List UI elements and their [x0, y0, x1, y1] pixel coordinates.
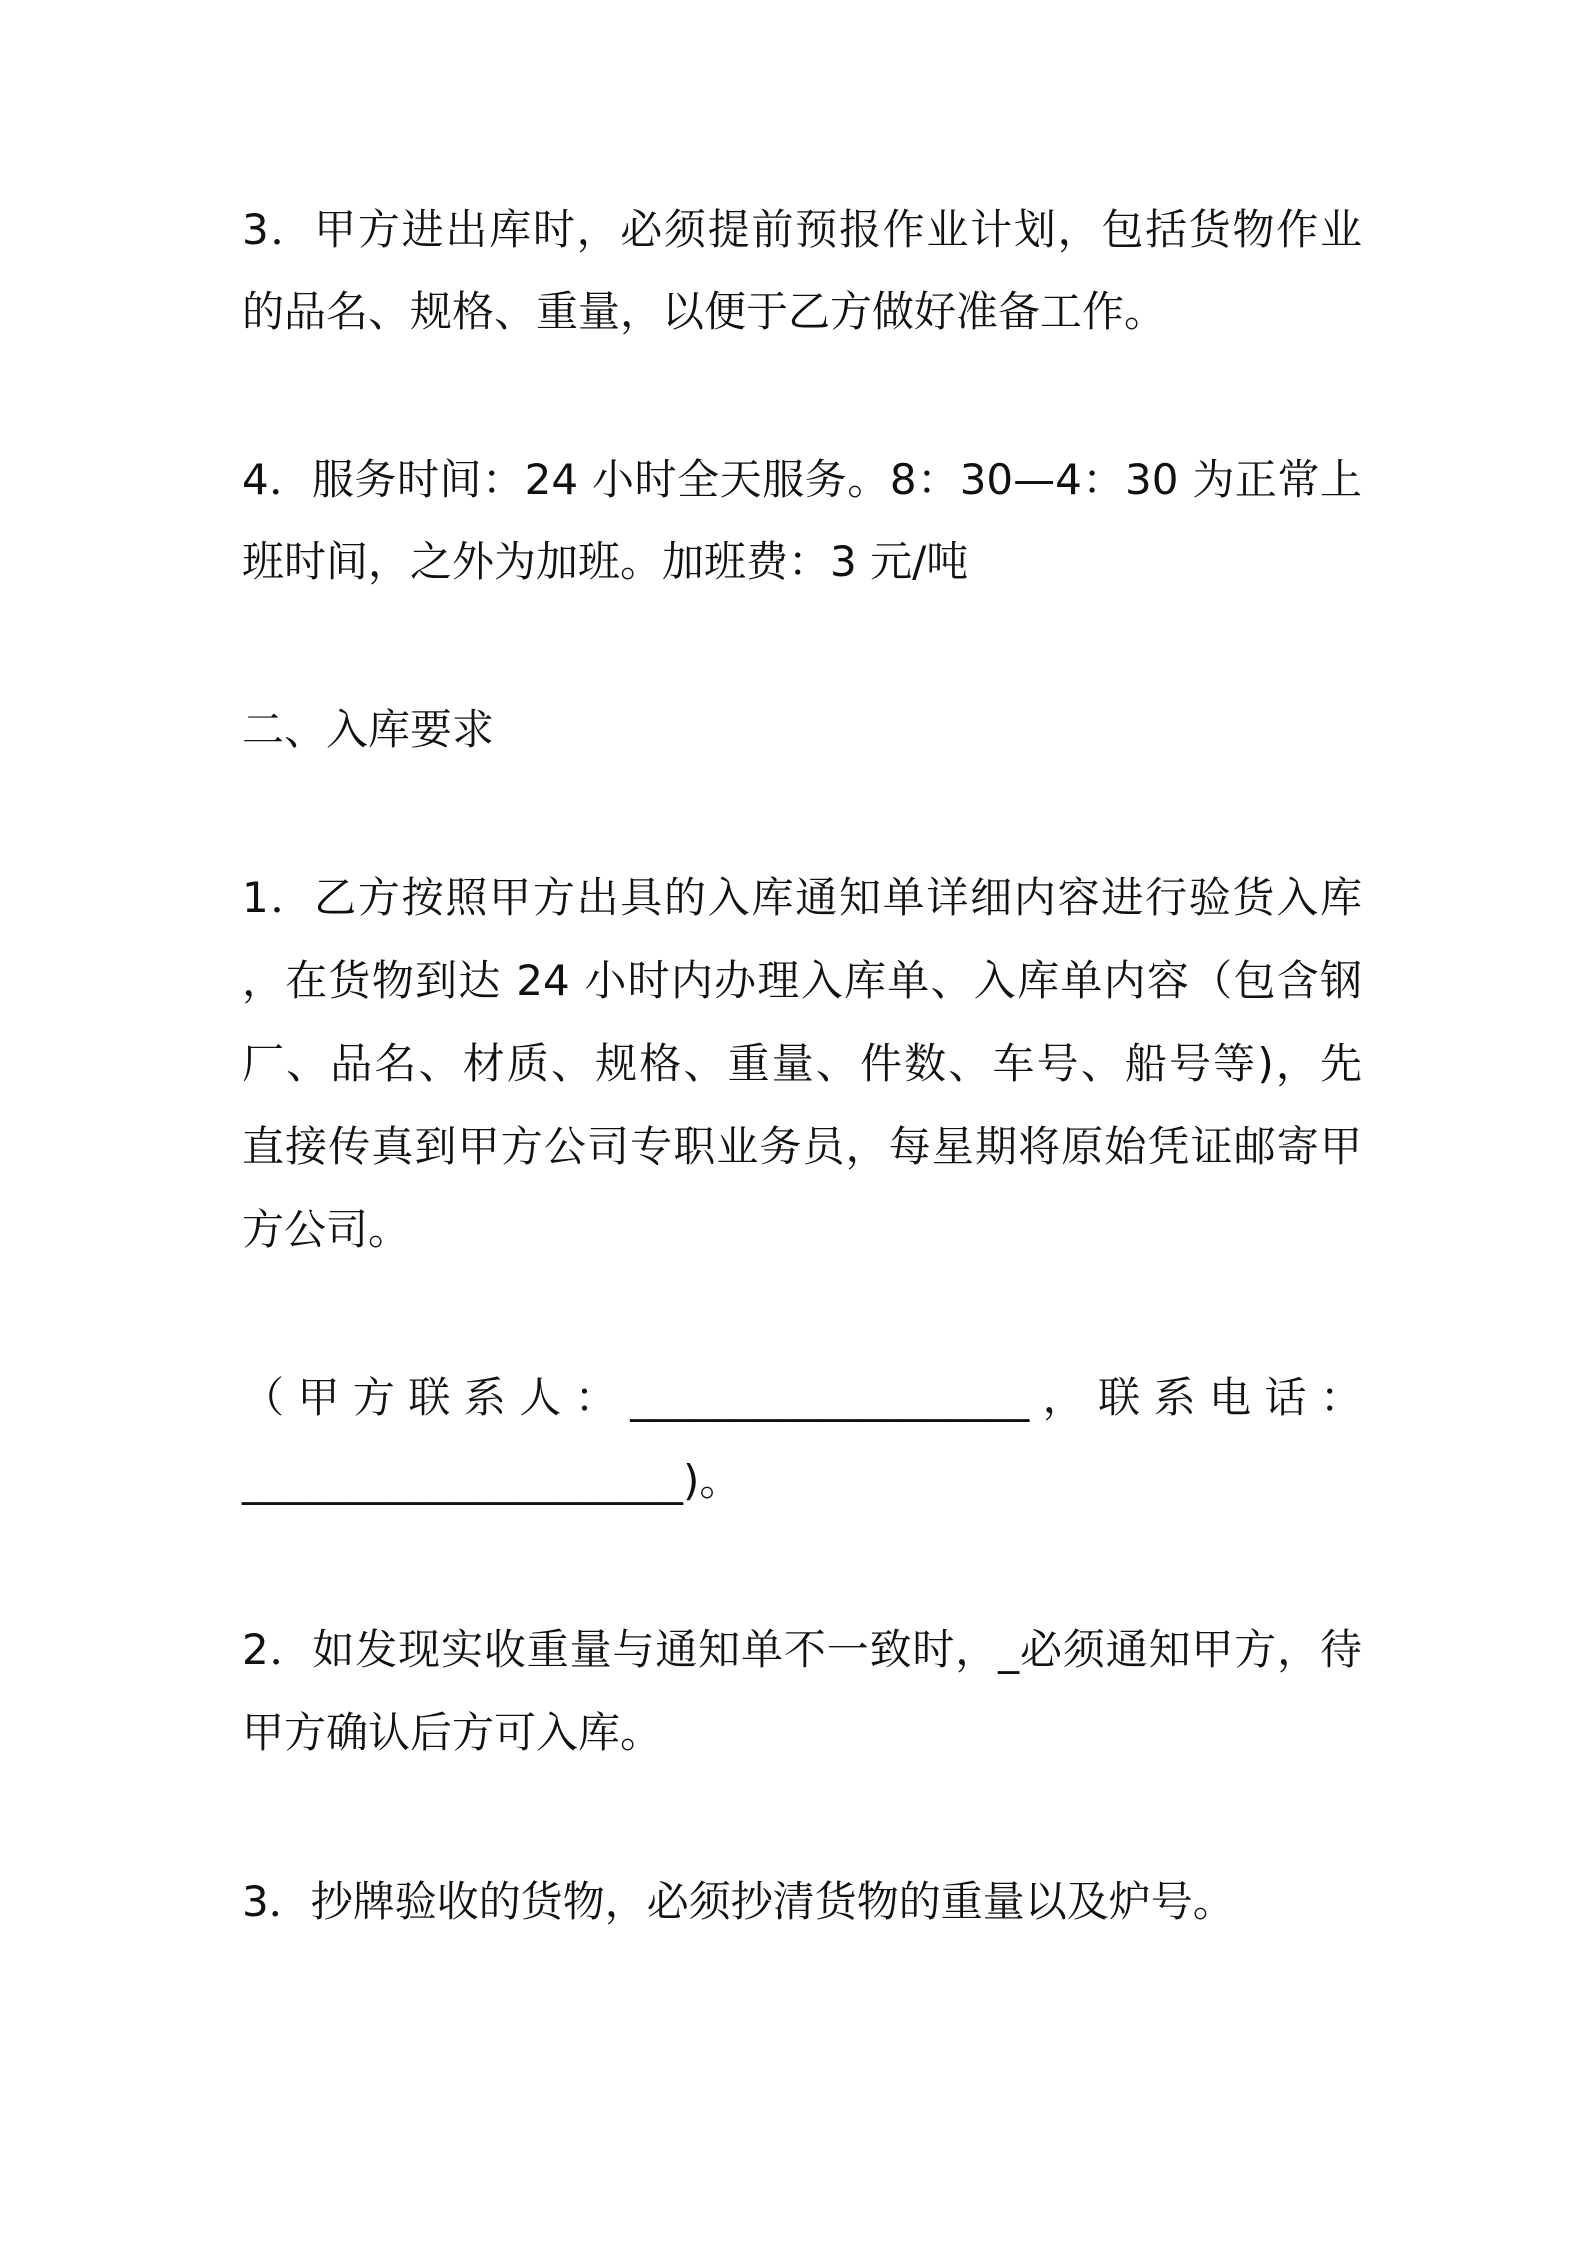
paragraph-4-line-2: 班时间，之外为加班。加班费：3 元/吨: [242, 537, 969, 586]
contact-line-2: _____________________)。: [242, 1456, 742, 1505]
paragraph-1-line-5: 方公司。: [242, 1205, 411, 1254]
paragraph-1-line-2: ，在货物到达 24 小时内办理入库单、入库单内容（包含钢: [242, 956, 1362, 1005]
contact-line-1: （甲方联系人：___________________，联系电话：: [242, 1373, 1362, 1422]
paragraph-3b-line-1: 3．抄牌验收的货物，必须抄清货物的重量以及炉号。: [242, 1877, 1235, 1926]
paragraph-1-line-4: 直接传真到甲方公司专职业务员，每星期将原始凭证邮寄甲: [242, 1122, 1362, 1171]
paragraph-4-line-1: 4．服务时间：24 小时全天服务。8：30—4：30 为正常上: [242, 455, 1362, 504]
paragraph-3-line-2: 的品名、规格、重量，以便于乙方做好准备工作。: [242, 287, 1167, 336]
paragraph-1-line-3: 厂、品名、材质、规格、重量、件数、车号、船号等)，先: [242, 1039, 1362, 1088]
paragraph-2-line-1: 2．如发现实收重量与通知单不一致时，_必须通知甲方，待: [242, 1625, 1362, 1674]
section-heading: 二、入库要求: [242, 705, 495, 754]
paragraph-3-line-1: 3．甲方进出库时，必须提前预报作业计划，包括货物作业: [242, 205, 1362, 254]
paragraph-2-line-2: 甲方确认后方可入库。: [242, 1708, 663, 1757]
paragraph-1-line-1: 1．乙方按照甲方出具的入库通知单详细内容进行验货入库: [242, 873, 1362, 922]
